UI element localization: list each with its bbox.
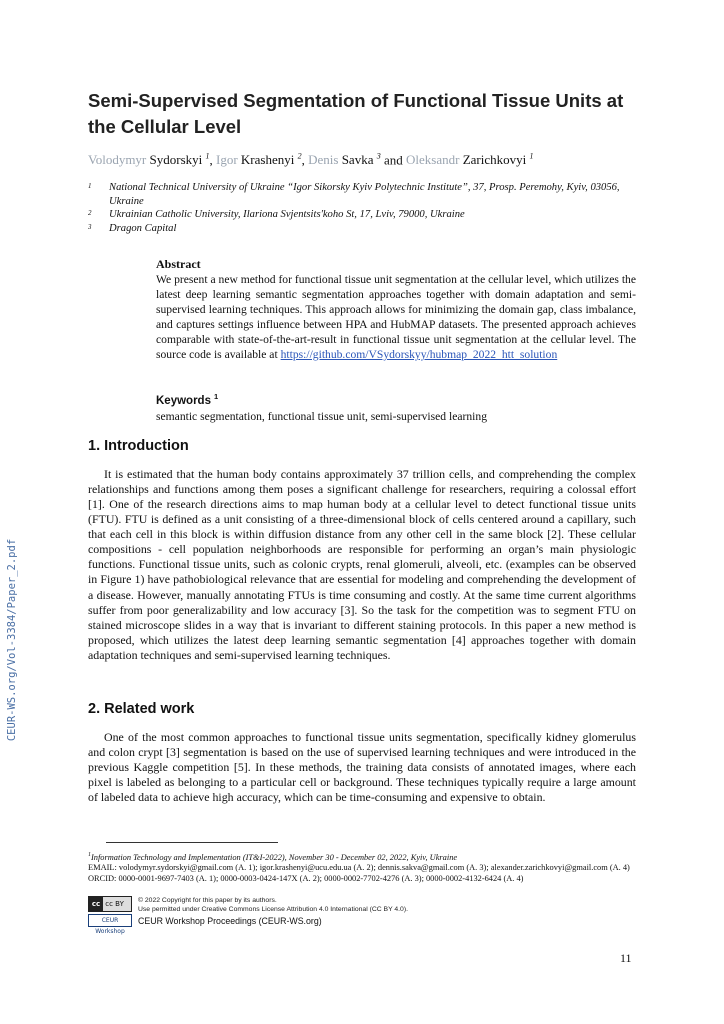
source-code-link[interactable]: https://github.com/VSydorskyy/hubmap_2022_htt_solution [280,348,558,361]
intro-paragraph: It is estimated that the human body contains approximately 37 trillion cells, and comprehending the complex relationships and functions among them poses a significant challenge for researchers, requiring a colossal effort [1]. One of the research directions aims to map human body at a cellular level to detect functional tissue units (FTU). FTU is defined as a unit consisting of a three-dimensional block of cells centered around a capillary, such that each cell in this block is within diffusion distance from any other cell in the same block [2]. These cellular compositions - cell population neighborhoods are responsible for performing an organ’s main physiologic functions. Functional tissue units, such as colonic crypts, renal glomeruli, alveoli, etc. (examples can be observed in Figure 1) have pathobiological relevance that are essential for modeling and comprehending the development of a disease. However, manually annotating FTUs is time consuming and costly. At the same time current algorithms suffer from poor generalizability and low accuracy [3]. So the task for the competition was to segment FTU on stained microscope slides in a way that is invariant to different staining protocols. In this paper a new method is proposed, which utilizes the latest deep learning semantic segmentation [4] approaches together with domain adaptation techniques and semi-supervised learning techniques. [88,467,636,662]
footnote-conference: $^1$Information Technology and Implementation (IT&I-2022), November 30 - December 02, 2022, Kyiv, Ukraine [88,852,458,862]
author-1: Volodymyr Sydorskyi $^1$ [88,152,210,168]
copyright-line: © 2022 Copyright for this paper by its authors. [138,897,277,904]
section-body-related-work [88,730,636,805]
author-3: Denis Savka $^3$ [308,152,381,168]
section-body-introduction [88,467,636,663]
affiliation-1: 1 National Technical University of Ukraine “Igor Sikorsky Kyiv Polytechnic Institute”, 37, Prosp. Peremohy, Kyiv, 03056, Ukraine [88,182,620,207]
license-terms-line: Use permitted under Creative Commons License Attribution 4.0 International (CC BY 4.0). [138,906,408,913]
affiliations [88,181,638,235]
abstract-text: We present a new method for functional tissue unit segmentation at the cellular level, which utilizes the latest deep learning semantic segmentation approaches together with domain adaptation and semi-supervised learning techniques. This approach allows for minimizing the domain gap, class imbalance, and captures settings influence between HPA and HubMAP datasets. The presented approach achieves comparable with state-of-the-art-result in functional tissue unit segmentation at the cellular level. The source code is available at https://github.com/VSydorskyy/hubmap_2022_htt_solution [156,273,636,361]
license-block [88,896,538,935]
cc-license-icon[interactable]: cc cc BY [88,896,132,912]
footnotes [88,850,636,885]
affiliation-2: 2 Ukrainian Catholic University, Ilariona Svjentsits'koho St, 17, Lviv, 79000, Ukraine [88,209,465,221]
paper-title: Semi-Supervised Segmentation of Functional Tissue Units at the Cellular Level [88,90,624,137]
keywords-block [156,389,636,424]
keywords-heading: Keywords $^1$ [156,392,219,407]
license-text [138,896,408,914]
abstract-heading: Abstract [156,257,201,271]
footnote-emails: EMAIL: volodymyr.sydorskyi@gmail.com (A. 1); igor.krashenyi@ucu.edu.ua (A. 2); dennis.sakva@gmail.com (A. 3); alexander.zarichkovyi@gmail.com (A. 4) [88,863,630,873]
ceur-workshop-logo: CEUR Workshop [88,914,132,927]
section-heading-related-work: 2. Related work [88,701,195,717]
footnote-orcid: ORCID: 0000-0001-9697-7403 (A. 1); 0000-0003-0424-147X (A. 2); 0000-0002-7702-4276 (A. 3); 0000-0002-4132-6424 (A. 4) [88,873,524,883]
footnote-divider [106,842,278,843]
ceur-sidebar-text[interactable]: CEUR-WS.org/Vol-3384/Paper_2.pdf [6,538,18,742]
related-work-paragraph: One of the most common approaches to functional tissue units segmentation, specifically kidney glomerulus and colon crypt [3] segmentation is based on the use of supervised learning techniques and were introduced in the previous Kaggle competition [5]. In these methods, the training data consists of annotated images, where each pixel is labeled as belonging to a particular cell or background. These techniques typically require a large amount of labeled data to achieve high accuracy, which can be time-consuming and expensive to obtain. [88,730,636,805]
ceur-sidebar-link[interactable] [4,540,20,740]
author-4: Oleksandr Zarichkovyi $^1$ [406,152,534,168]
keywords-text: semantic segmentation, functional tissue unit, semi-supervised learning [156,409,487,423]
page-number: 11 [620,951,632,965]
author-list: Volodymyr Sydorskyi $^1$, Igor Krashenyi $^2$, Denis Savka $^3$ and Oleksandr Zarichkovyi $^1$ [88,152,534,168]
affiliation-3: 3 Dragon Capital [88,222,177,234]
section-heading-introduction: 1. Introduction [88,438,189,454]
proceedings-name: CEUR Workshop Proceedings (CEUR-WS.org) [138,916,322,926]
abstract-block [156,257,636,362]
author-2: Igor Krashenyi $^2$ [216,152,302,168]
